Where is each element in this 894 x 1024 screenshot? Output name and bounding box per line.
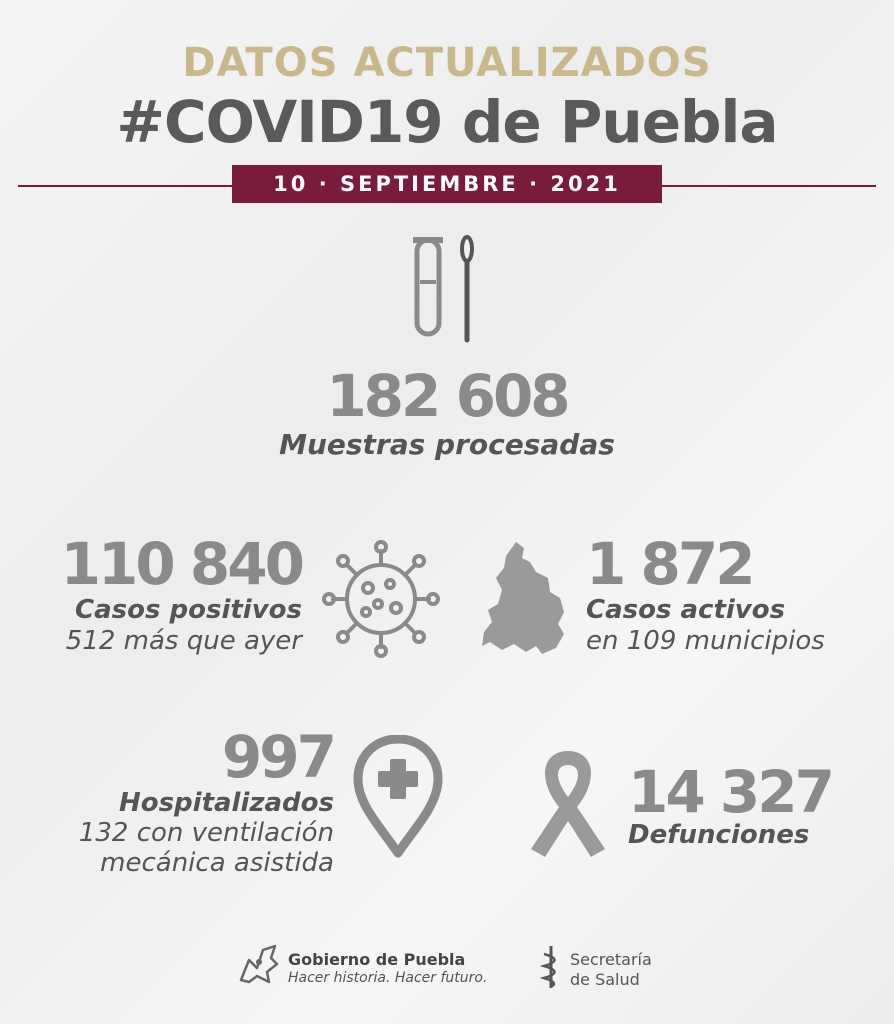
hospital-pin-icon [352, 735, 444, 859]
hospital-sub2: mecánica asistida [100, 848, 334, 878]
top-title: DATOS ACTUALIZADOS [182, 40, 712, 86]
gov-name: Gobierno de Puebla [288, 950, 466, 969]
positive-sub: 512 más que ayer [65, 626, 302, 656]
deaths-label: Defunciones [628, 820, 810, 850]
date-banner: 10 · SEPTIEMBRE · 2021 [232, 165, 662, 203]
deaths-value: 14 327 [628, 758, 832, 826]
positive-value: 110 840 [60, 530, 302, 598]
puebla-map-icon [478, 538, 568, 660]
gov-slogan: Hacer historia. Hacer futuro. [288, 970, 488, 986]
active-sub: en 109 municipios [586, 626, 825, 656]
samples-label: Muestras procesadas [279, 428, 615, 461]
hospital-label: Hospitalizados [118, 788, 334, 818]
gobierno-puebla-logo [235, 940, 281, 986]
samples-value: 182 608 [326, 362, 568, 430]
hospital-sub1: 132 con ventilación [78, 818, 334, 848]
active-label: Casos activos [586, 595, 786, 625]
active-value: 1 872 [586, 530, 753, 598]
virus-icon [320, 538, 442, 660]
main-title: #COVID19 de Puebla [116, 88, 778, 156]
caduceus-icon [540, 944, 562, 990]
positive-label: Casos positivos [75, 595, 302, 625]
health-line2: de Salud [570, 970, 640, 989]
ribbon-icon [527, 745, 609, 861]
test-tube-swab-icon [410, 232, 490, 344]
health-line1: Secretaría [570, 950, 652, 969]
hospital-value: 997 [221, 723, 334, 791]
